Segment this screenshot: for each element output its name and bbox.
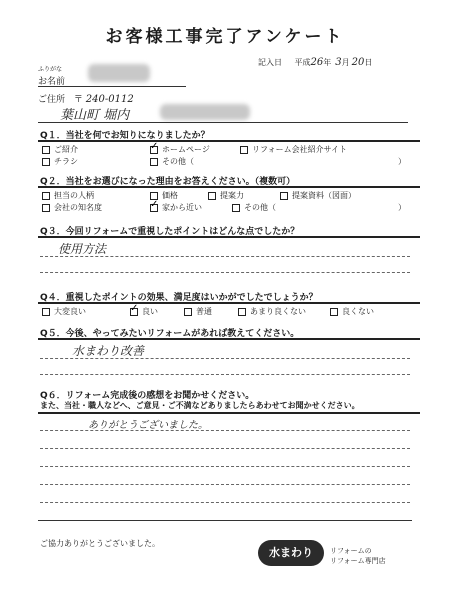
company-logo: 水まわり <box>258 540 324 566</box>
checkbox-checked[interactable] <box>150 204 158 212</box>
q2-option-3[interactable] <box>208 190 244 201</box>
q3-answer-line-1 <box>40 256 410 257</box>
q6-answer-line-2 <box>40 448 410 449</box>
name-furigana-label: ふりがな <box>38 66 63 73</box>
address-handwritten: 葉山町 堀内 <box>60 108 130 123</box>
option-label: 家から近い <box>162 203 202 212</box>
q1-option-4[interactable] <box>42 156 78 167</box>
q4-label: Q４．重視したポイントの効果、満足度はいかがでしたでしょうか？ <box>40 293 318 303</box>
logo-tagline-2: リフォーム専門店 <box>330 557 386 565</box>
q6-label: Q６．リフォーム完成後の感想をお聞かせください。 <box>40 391 255 401</box>
address-label: ご住所 <box>38 95 66 105</box>
entry-year-unit: 年 <box>323 58 332 67</box>
q2-option-1[interactable] <box>42 190 94 201</box>
q5-answer-line-1 <box>40 358 410 359</box>
q6-label-2: また、当社・職人などへ、ご意見・ご不満などありましたらあわせてお聞かせください。 <box>40 401 360 410</box>
option-label: ホームページ <box>162 145 210 154</box>
checkbox[interactable] <box>42 308 50 316</box>
address-underline <box>38 122 408 123</box>
entry-day-unit: 日 <box>364 58 373 67</box>
q1-label: Q１．当社を何でお知りになりましたか？ <box>40 131 210 141</box>
q6-answer-line-5 <box>40 502 410 503</box>
entry-date-label: 記入日 <box>258 58 282 67</box>
checkbox[interactable] <box>42 146 50 154</box>
q6-answer: ありがとうございました。 <box>88 420 208 431</box>
q6-answer-line-3 <box>40 466 410 467</box>
q1-option-1[interactable] <box>42 144 78 155</box>
option-label: 良くない <box>342 307 374 316</box>
checkbox[interactable] <box>280 192 288 200</box>
option-label: その他（ <box>162 157 194 166</box>
option-label: チラシ <box>54 157 78 166</box>
page-title: お客様工事完了アンケート <box>105 27 345 47</box>
q6-underline <box>38 412 420 414</box>
checkbox[interactable] <box>42 158 50 166</box>
checkbox[interactable] <box>330 308 338 316</box>
option-label: 大変良い <box>54 307 86 316</box>
q2-option-7[interactable] <box>232 202 276 213</box>
entry-month-unit: 月 <box>341 58 350 67</box>
q1-option-3[interactable] <box>240 144 347 155</box>
name-label: お名前 <box>38 77 66 87</box>
q5-answer-line-2 <box>40 374 410 375</box>
option-label: あまり良くない <box>250 307 306 316</box>
name-redaction <box>88 64 150 82</box>
option-label: その他（ <box>244 203 276 212</box>
q1-option-5[interactable] <box>150 156 194 167</box>
q3-answer: 使用方法 <box>58 242 107 256</box>
address-redaction <box>160 104 250 120</box>
q1-underline <box>38 140 420 142</box>
q4-underline <box>38 302 420 304</box>
q2-underline <box>38 186 420 188</box>
checkbox[interactable] <box>208 192 216 200</box>
q2-label: Q２．当社をお選びになった理由をお答えください。（複数可） <box>40 177 296 187</box>
q2-close-paren: ） <box>398 203 406 212</box>
q3-underline <box>38 236 420 238</box>
checkbox[interactable] <box>150 158 158 166</box>
checkbox[interactable] <box>238 308 246 316</box>
option-label: 会社の知名度 <box>54 203 102 212</box>
postal-code: 240-0112 <box>85 94 134 105</box>
checkbox-checked[interactable] <box>150 146 158 154</box>
q2-option-4[interactable] <box>280 190 356 201</box>
q5-answer: 水まわり改善 <box>72 344 145 358</box>
q6-answer-line-1 <box>40 430 410 431</box>
option-label: 価格 <box>162 191 178 200</box>
entry-year: 26 <box>310 57 324 68</box>
q2-option-5[interactable] <box>42 202 102 213</box>
option-label: 良い <box>142 307 158 316</box>
q4-option-3[interactable] <box>184 306 212 317</box>
name-underline <box>38 86 186 87</box>
q3-answer-line-2 <box>40 272 410 273</box>
entry-date <box>258 57 372 68</box>
q2-option-6[interactable] <box>150 202 202 213</box>
checkbox[interactable] <box>184 308 192 316</box>
checkbox[interactable] <box>240 146 248 154</box>
q3-label: Q３．今回リフォームで重視したポイントはどんな点でしたか？ <box>40 227 300 237</box>
logo-tagline-1: リフォームの <box>330 547 372 555</box>
footer-thanks: ご協力ありがとうございました。 <box>40 539 160 548</box>
q4-option-5[interactable] <box>330 306 374 317</box>
q1-close-paren: ） <box>398 157 406 166</box>
q5-underline <box>38 338 420 340</box>
checkbox[interactable] <box>232 204 240 212</box>
option-label: リフォーム会社紹介サイト <box>252 145 348 154</box>
option-label: 提案資料（図面） <box>292 191 356 200</box>
option-label: 提案力 <box>220 191 244 200</box>
q5-label: Q５．今後、やってみたいリフォームがあれば教えてください。 <box>40 329 300 339</box>
entry-day: 20 <box>351 57 365 68</box>
q6-answer-line-4 <box>40 484 410 485</box>
checkbox-checked[interactable] <box>130 308 138 316</box>
option-label: 普通 <box>196 307 212 316</box>
option-label: ご紹介 <box>54 145 78 154</box>
entry-month: 3 <box>335 57 342 68</box>
q4-option-4[interactable] <box>238 306 306 317</box>
entry-era: 平成 <box>294 58 311 67</box>
checkbox[interactable] <box>42 204 50 212</box>
q1-option-2[interactable] <box>150 144 210 155</box>
q4-option-1[interactable] <box>42 306 86 317</box>
postal-mark: 〒 <box>73 95 83 105</box>
q6-bottom-rule <box>38 520 412 521</box>
checkbox[interactable] <box>42 192 50 200</box>
q4-option-2[interactable] <box>130 306 158 317</box>
option-label: 担当の人柄 <box>54 191 94 200</box>
